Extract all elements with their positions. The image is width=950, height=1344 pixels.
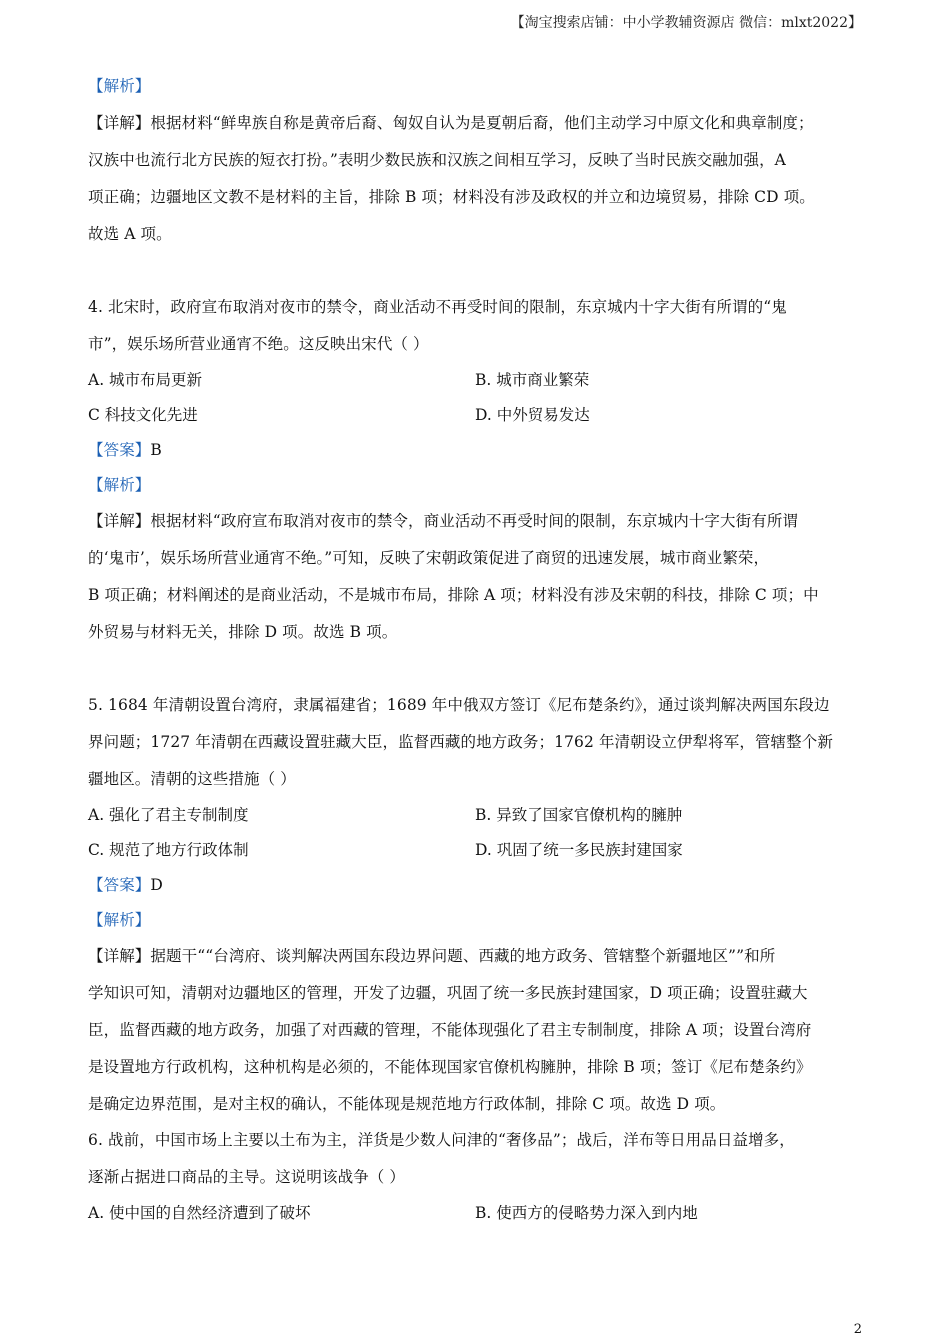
analysis-tag: 【解析】 — [88, 476, 151, 494]
detail-line: 汉族中也流行北方民族的短衣打扮。”表明少数民族和汉族之间相互学习，反映了当时民族交融加强，A — [88, 151, 786, 169]
option-row — [88, 833, 872, 868]
analysis-tag: 【解析】 — [88, 77, 151, 95]
detail-line: 臣，监督西藏的地方政务，加强了对西藏的管理，不能体现强化了君主专制制度，排除 A 项；设置台湾府 — [88, 1021, 812, 1039]
option-d: D. 中外贸易发达 — [475, 406, 590, 424]
option-b: B. 使西方的侵略势力深入到内地 — [475, 1204, 698, 1222]
question-stem: 界问题；1727 年清朝在西藏设置驻藏大臣，监督西藏的地方政务；1762 年清朝设立伊犁将军，管辖整个新 — [88, 733, 833, 751]
detail-line: 的‘鬼市’，娱乐场所营业通宵不绝。”可知，反映了宋朝政策促进了商贸的迅速发展，城市商业繁荣， — [88, 549, 770, 567]
question-5 — [88, 687, 872, 1123]
option-c: C. 规范了地方行政体制 — [88, 841, 249, 859]
answer-tag: 【答案】 — [88, 441, 151, 459]
detail-line: 是确定边界范围，是对主权的确认，不能体现是规范地方行政体制，排除 C 项。故选 D 项。 — [88, 1095, 726, 1113]
answer-value: D — [150, 876, 163, 894]
question-stem: 逐渐占据进口商品的主导。这说明该战争（ ） — [88, 1168, 406, 1186]
detail-line: 学知识可知，清朝对边疆地区的管理，开发了边疆，巩固了统一多民族封建国家，D 项正确；设置驻藏大 — [88, 984, 808, 1002]
answer-line — [88, 433, 872, 468]
answer-tag: 【答案】 — [88, 876, 151, 894]
option-c: C 科技文化先进 — [88, 406, 198, 424]
detail-line: 项正确；边疆地区文教不是材料的主旨，排除 B 项；材料没有涉及政权的并立和边境贸易，排除 CD 项。 — [88, 188, 815, 206]
detail-line: 故选 A 项。 — [88, 225, 172, 243]
page-header: 【淘宝搜索店铺：中小学教辅资源店 微信：mlxt2022】 — [510, 15, 862, 31]
detail-line: B 项正确；材料阐述的是商业活动，不是城市布局，排除 A 项；材料没有涉及宋朝的科技，排除 C 项；中 — [88, 586, 819, 604]
option-row — [88, 798, 872, 833]
detail-tag: 【详解】 — [88, 114, 151, 132]
detail-line: 是设置地方行政机构，这种机构是必须的，不能体现国家官僚机构臃肿，排除 B 项；签订《尼布楚条约》 — [88, 1058, 812, 1076]
analysis-tag: 【解析】 — [88, 911, 151, 929]
answer-line — [88, 868, 872, 903]
option-a: A. 城市布局更新 — [88, 371, 203, 389]
option-b: B. 异致了国家官僚机构的臃肿 — [475, 806, 683, 824]
option-row — [88, 363, 872, 398]
detail-tag: 【详解】 — [88, 512, 151, 530]
option-d: D. 巩固了统一多民族封建国家 — [475, 841, 683, 859]
detail-line: 【详解】据题干““台湾府、谈判解决两国东段边界问题、西藏的地方政务、管辖整个新疆地区””和所 — [88, 947, 776, 965]
q3-analysis — [88, 68, 872, 253]
question-stem: 6. 战前，中国市场上主要以土布为主，洋货是少数人问津的“奢侈品”；战后，洋布等日用品日益增多， — [88, 1131, 795, 1149]
question-stem: 4. 北宋时，政府宣布取消对夜市的禁令，商业活动不再受时间的限制，东京城内十字大街有所谓的“鬼 — [88, 298, 787, 316]
option-b: B. 城市商业繁荣 — [475, 371, 590, 389]
option-row — [88, 398, 872, 433]
detail-line: 外贸易与材料无关，排除 D 项。故选 B 项。 — [88, 623, 398, 641]
answer-value: B — [150, 441, 162, 459]
question-stem: 市”，娱乐场所营业通宵不绝。这反映出宋代（ ） — [88, 335, 429, 353]
question-stem: 疆地区。清朝的这些措施（ ） — [88, 770, 296, 788]
detail-line: 【详解】根据材料“鲜卑族自称是黄帝后裔、匈奴自认为是夏朝后裔，他们主动学习中原文化和典章制度； — [88, 114, 814, 132]
detail-line: 【详解】根据材料“政府宣布取消对夜市的禁令，商业活动不再受时间的限制，东京城内十字大街有所谓 — [88, 512, 799, 530]
option-a: A. 使中国的自然经济遭到了破坏 — [88, 1204, 311, 1222]
page-number: 2 — [853, 1322, 862, 1337]
question-4 — [88, 289, 872, 651]
option-a: A. 强化了君主专制制度 — [88, 806, 249, 824]
option-row — [88, 1196, 872, 1231]
question-6 — [88, 1122, 872, 1231]
detail-tag: 【详解】 — [88, 947, 151, 965]
question-stem: 5. 1684 年清朝设置台湾府，隶属福建省；1689 年中俄双方签订《尼布楚条约》，通过谈判解决两国东段边 — [88, 696, 830, 714]
